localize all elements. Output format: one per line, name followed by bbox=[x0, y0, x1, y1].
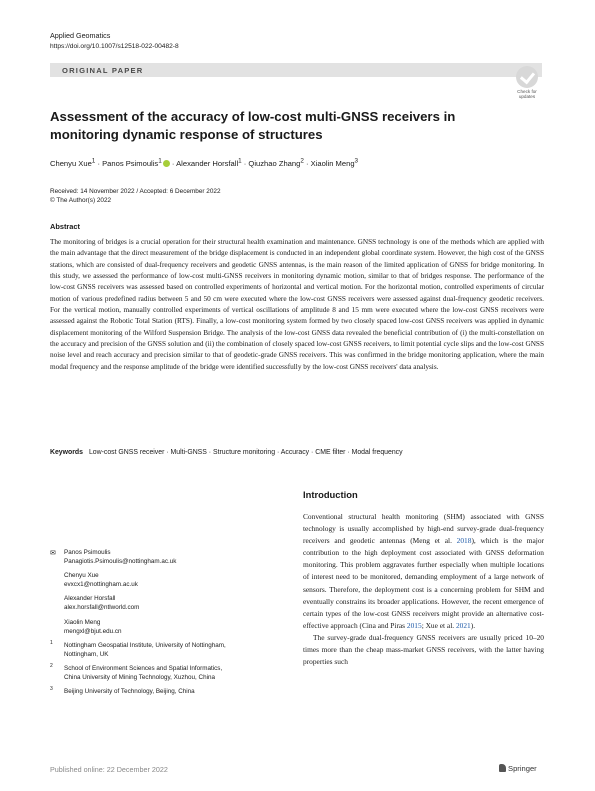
contact-entry: Alexander Horsfall alex.horsfall@ntlworld.com bbox=[64, 594, 260, 612]
copyright: © The Author(s) 2022 bbox=[50, 197, 112, 204]
check-badge-line1: Check for bbox=[517, 89, 537, 94]
author: Alexander Horsfall$^1$ · bbox=[176, 157, 249, 168]
citation-link[interactable]: 2021 bbox=[455, 620, 471, 630]
publisher-name: Springer bbox=[508, 764, 537, 773]
paper-title: Assessment of the accuracy of low-cost multi-GNSS receivers in monitoring dynamic response of structures bbox=[50, 109, 456, 142]
envelope-icon: ✉ bbox=[50, 550, 56, 557]
doi-link[interactable]: https://doi.org/10.1007/s12518-022-00482-8 bbox=[50, 43, 179, 50]
author-contacts bbox=[50, 548, 260, 701]
introduction-heading: Introduction bbox=[303, 489, 358, 500]
author: Xiaolin Meng$^3$ bbox=[310, 157, 359, 168]
contact-entry: Chenyu Xue evxcx1@nottingham.ac.uk bbox=[64, 571, 260, 589]
intro-paragraph-1: Conventional structural health monitoring (SHM) associated with GNSS technology is usually accomplished by high-end survey-grade dual-frequency receivers and geodetic antennas (Meng et al. 2018), which is the major contribution to the high deployment cost associated with GNSS deformation monitoring. This problem aggravates further especially when multiple locations of interest need to be monitored, demanding employment of a large network of sensors. Therefore, the deployment cost is a concerning problem for SHM and eventually constrains its broader applications. However, the recent emergence of certain types of the low-cost GNSS receivers might provide an alternative cost-effective approach (Cina and Piras 2015; Xue et al. 2021). bbox=[303, 512, 544, 630]
author: Chenyu Xue$^1$ · bbox=[50, 157, 103, 168]
citation-link[interactable]: 2018 bbox=[456, 536, 472, 546]
author: Panos Psimoulis$^1$ · bbox=[102, 157, 177, 168]
abstract-heading: Abstract bbox=[50, 222, 80, 231]
affiliation: 3 Beijing University of Technology, Beijing, China bbox=[50, 686, 195, 696]
email-link[interactable]: alex.horsfall@ntlworld.com bbox=[64, 604, 140, 612]
affiliation: 1 Nottingham Geospatial Institute, University of Nottingham, Nottingham, UK bbox=[50, 639, 226, 658]
email-link[interactable]: Panagiotis.Psimoulis@nottingham.ac.uk bbox=[64, 558, 177, 566]
author-list bbox=[50, 157, 358, 168]
contact-entry: Xiaolin Meng mengxl@bjut.edu.cn bbox=[64, 618, 260, 636]
abstract-text: The monitoring of bridges is a crucial operation for their structural health examination and maintenance. GNSS technology is one of the methods which are applied with the main advantage that the direct measurement of the bridge displacement is conducted in an independent global coordinate system. However, the high cost of the GNSS stations, which are consisted of dual-frequency receivers and geodetic GNSS antennas, is the main reason of the limited application of GNSS for bridge monitoring. In this study, we assessed the performance of low-cost multi-GNSS receivers in monitoring dynamic motion, similar to that of bridges response. The performance of the low-cost GNSS receivers was assessed based on controlled experiments of horizontal and vertical motion. For the horizontal motion, controlled experiments of circular motion of various predefined radius between 5 and 50 cm were executed where the low-cost GNSS receivers were assessed against dual-frequency geodetic receivers. For the vertical motion, manually controlled experiments of vertical oscillations of amplitude 8 and 15 mm were executed where the low-cost GNSS receivers were assessed against the Robotic Total Station (RTS). Finally, a low-cost monitoring system formed by two closely spaced low-cost GNSS receivers was applied in dynamic displacement monitoring of the Wilford Suspension Bridge. The analysis of the low-cost GNSS data revealed the beneficial contribution of (i) the multi-constellation on the accuracy and precision of the GNSS solution and (ii) the combination of closely spaced low-cost GNSS receivers, to limit potential cycle slips and the low-cost GNSS noise level and reach accuracy and precision similar to that of geodetic-grade GNSS receivers. This was confirmed in the bridge monitoring application, where the main modal frequency and the response amplitude of the bridge were identified successfully by the low-cost GNSS receivers' data analysis. bbox=[50, 238, 544, 371]
author: Qiuzhao Zhang$^2$ · bbox=[248, 157, 311, 168]
published-online: Published online: 22 December 2022 bbox=[50, 765, 168, 774]
article-dates bbox=[50, 187, 221, 205]
publisher-logo bbox=[499, 764, 537, 773]
keywords bbox=[50, 449, 544, 456]
citation-link[interactable]: 2015 bbox=[406, 620, 422, 630]
check-for-updates-badge[interactable] bbox=[512, 66, 542, 99]
email-link[interactable]: evxcx1@nottingham.ac.uk bbox=[64, 581, 138, 589]
intro-paragraph-2: The survey-grade dual-frequency GNSS receivers are usually priced 10–20 times more than the cheap mass-market GNSS receivers, with the latter having properties such bbox=[303, 632, 544, 667]
introduction-text bbox=[303, 511, 544, 668]
contact-entry: Panos Psimoulis Panagiotis.Psimoulis@nottingham.ac.uk bbox=[64, 548, 260, 566]
keywords-label: Keywords bbox=[50, 449, 83, 456]
keywords-text: Low-cost GNSS receiver · Multi-GNSS · Structure monitoring · Accuracy · CME filter · Modal frequency bbox=[88, 449, 403, 456]
orcid-icon[interactable] bbox=[163, 160, 170, 167]
article-type-label: ORIGINAL PAPER bbox=[62, 66, 144, 75]
check-badge-text bbox=[512, 89, 542, 99]
journal-name: Applied Geomatics bbox=[50, 31, 111, 40]
check-badge-line2: updates bbox=[518, 94, 536, 99]
received-accepted: Received: 14 November 2022 / Accepted: 6 December 2022 bbox=[50, 188, 221, 195]
check-icon bbox=[516, 66, 538, 88]
springer-horse-icon bbox=[499, 764, 506, 772]
affiliation: 2 School of Environment Sciences and Spatial Informatics, China University of Mining Technology, Xuzhou, China bbox=[50, 662, 223, 682]
email-link[interactable]: mengxl@bjut.edu.cn bbox=[64, 627, 122, 635]
